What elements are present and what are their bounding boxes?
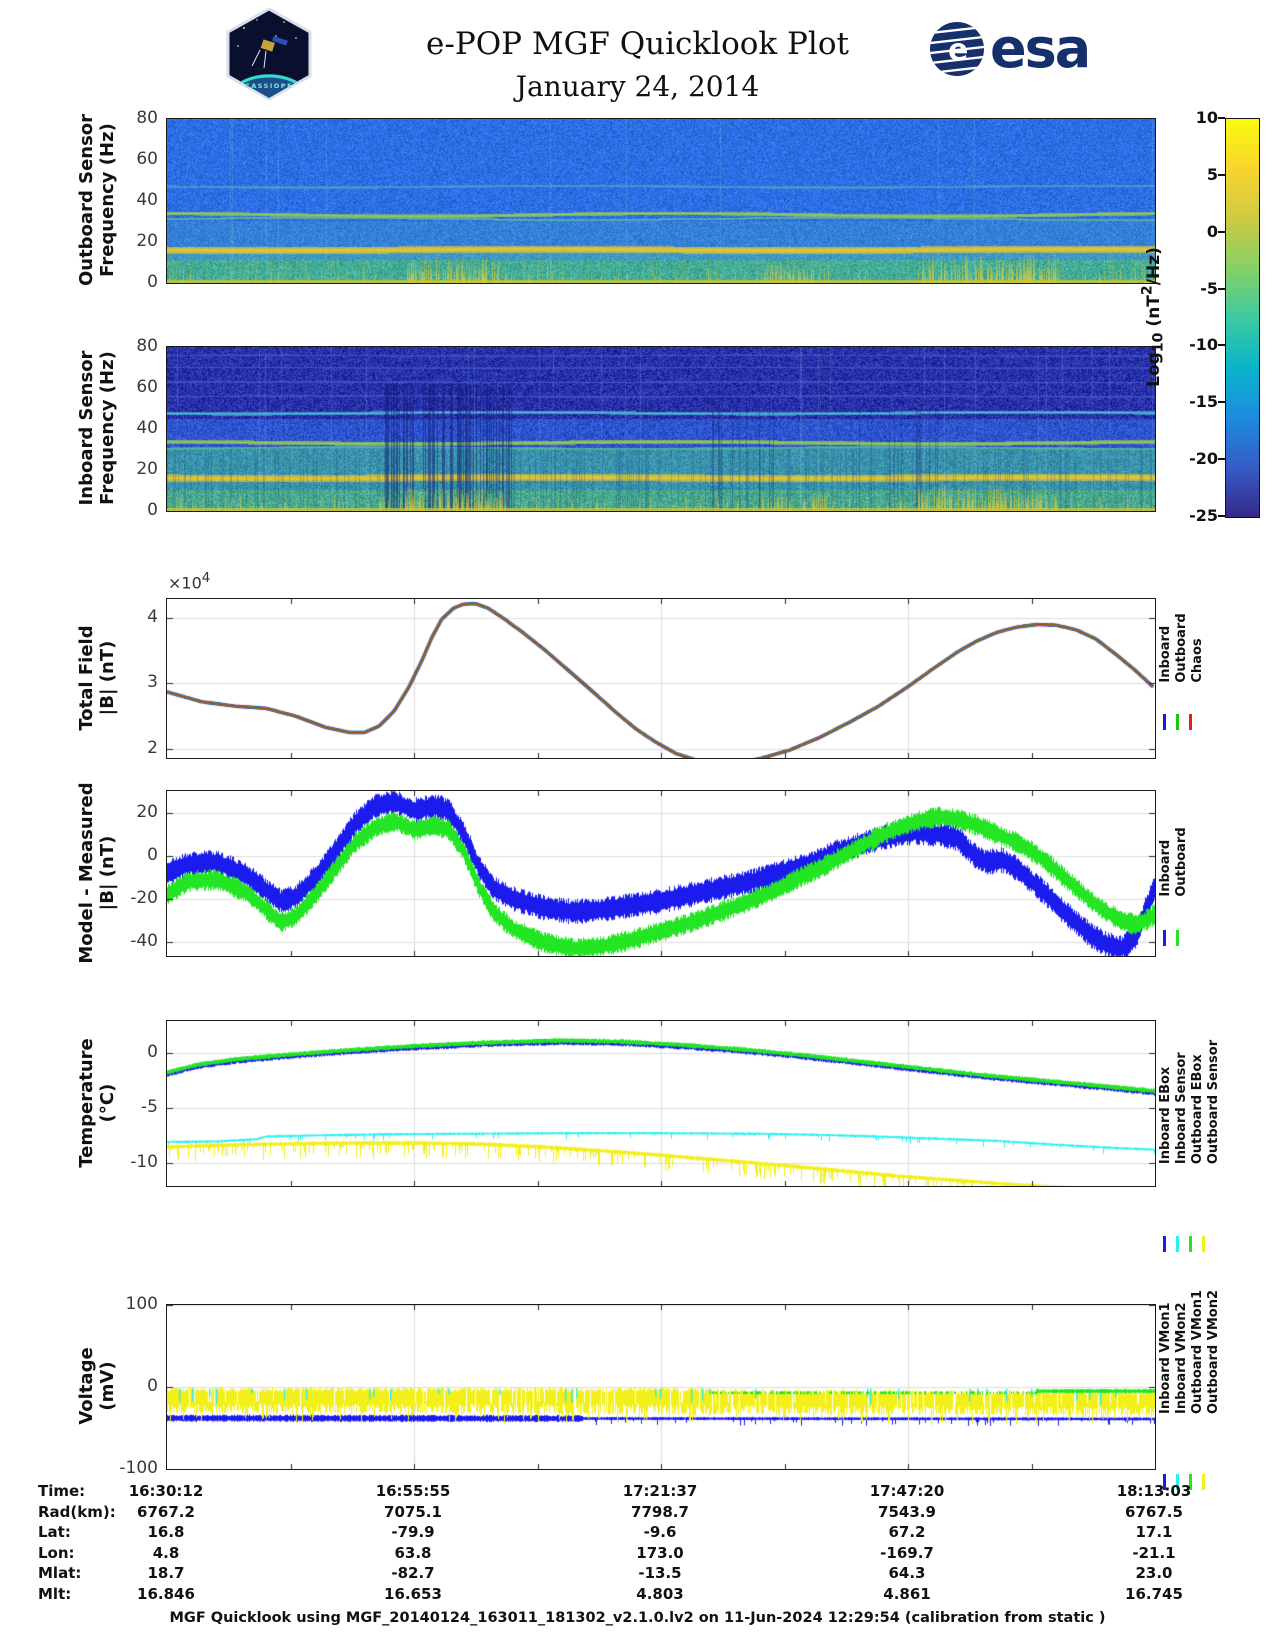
colorbar-tick-label: 5 [1206, 164, 1218, 184]
spectrogram-colorbar [1225, 118, 1260, 518]
ytick-label-model_minus_measured: -20 [130, 887, 158, 908]
colorbar-tick-mark [1218, 515, 1225, 517]
ytick-label-inboard_spectrogram: 60 [136, 377, 158, 397]
outboard-spectrogram-panel [166, 118, 1156, 284]
voltage-panel [166, 1304, 1156, 1470]
ytick-label-outboard_spectrogram: 0 [147, 272, 158, 292]
table-cell: 4.861 [883, 1585, 931, 1603]
legend-label: Outboard [1174, 613, 1189, 683]
total-field-ylabel: Total Field |B| (nT) [76, 624, 118, 731]
ytick-label-total_field: 2 [147, 737, 158, 758]
table-cell: 16.846 [137, 1585, 195, 1603]
total-field-panel [166, 598, 1156, 759]
page-date: January 24, 2014 [515, 70, 760, 103]
table-cell: 4.803 [636, 1585, 684, 1603]
table-cell: 7798.7 [631, 1502, 689, 1521]
table-cell: 6767.2 [137, 1502, 195, 1521]
inboard-spectrogram-canvas [167, 347, 1155, 511]
ytick-label-outboard_spectrogram: 60 [136, 149, 158, 169]
ytick-label-model_minus_measured: 0 [147, 844, 158, 865]
voltage-ylabel: Voltage (mV) [76, 1347, 118, 1425]
outboard-spectrogram-canvas [167, 119, 1155, 283]
legend-total_field [1158, 613, 1205, 682]
legend-temperature [1158, 1040, 1221, 1164]
legend-label: Inboard [1158, 625, 1173, 683]
ytick-label-temperature: -10 [130, 1151, 158, 1172]
ytick-label-total_field: 4 [147, 606, 158, 627]
legend-label: Chaos [1190, 638, 1205, 683]
table-cell: 17:21:37 [622, 1482, 698, 1500]
legend-label: Inboard EBox [1158, 1066, 1173, 1165]
table-row-label: Mlat: [38, 1564, 82, 1583]
legend-swatches-temperature [1163, 1236, 1205, 1252]
table-cell: 16:55:55 [375, 1482, 451, 1500]
legend-swatches-model_minus_measured [1163, 930, 1179, 946]
colorbar-tick-mark [1218, 401, 1225, 403]
temperature-canvas [167, 1021, 1155, 1186]
outboard-spectrogram-ylabel: Outboard Sensor Frequency (Hz) [76, 113, 118, 287]
colorbar-tick-mark [1218, 288, 1225, 290]
legend-swatch [1202, 1236, 1205, 1252]
colorbar-tick-label: 10 [1195, 108, 1218, 127]
legend-swatch [1189, 714, 1192, 730]
legend-voltage [1158, 1290, 1221, 1414]
legend-label: Outboard EBox [1190, 1054, 1205, 1165]
ytick-label-inboard_spectrogram: 20 [136, 459, 158, 479]
colorbar-tick-mark [1218, 174, 1225, 176]
colorbar-tick-label: -10 [1189, 335, 1218, 355]
table-cell: -79.9 [391, 1523, 435, 1542]
legend-swatch [1163, 714, 1166, 730]
ytick-label-voltage: 0 [147, 1376, 158, 1396]
colorbar-tick-label: -5 [1200, 278, 1218, 298]
legend-swatch [1163, 930, 1166, 946]
legend-label: Outboard VMon2 [1206, 1289, 1221, 1415]
legend-swatch [1176, 1236, 1179, 1252]
esa-logo-text: esa [990, 17, 1090, 80]
legend-label: Outboard VMon1 [1190, 1289, 1205, 1415]
total-field-canvas [167, 599, 1155, 758]
page-title: e-POP MGF Quicklook Plot [426, 26, 849, 62]
total-field-scale-label: $\times 10^4$ [168, 571, 211, 593]
table-cell: 16:30:12 [128, 1482, 204, 1500]
colorbar-tick-label: 0 [1206, 221, 1218, 241]
ytick-label-outboard_spectrogram: 80 [136, 108, 158, 128]
ytick-label-voltage: 100 [125, 1294, 158, 1314]
table-cell: 18.7 [147, 1564, 185, 1583]
esa-logo [928, 17, 1090, 80]
temperature-ylabel: Temperature (°C) [76, 1037, 118, 1168]
legend-swatch [1189, 1236, 1192, 1252]
ytick-label-temperature: -5 [141, 1096, 158, 1117]
ytick-label-inboard_spectrogram: 0 [147, 500, 158, 520]
table-row-label: Lat: [38, 1523, 71, 1542]
patch-mission-name: CASSIOPE [244, 82, 294, 90]
colorbar-tick-mark [1218, 458, 1225, 460]
ytick-label-outboard_spectrogram: 40 [136, 190, 158, 210]
ytick-label-voltage: -100 [119, 1458, 158, 1478]
ytick-label-temperature: 0 [147, 1041, 158, 1062]
legend-label: Inboard VMon2 [1174, 1302, 1189, 1415]
table-cell: 63.8 [394, 1543, 432, 1562]
table-cell: -13.5 [638, 1564, 682, 1583]
legend-swatch [1163, 1236, 1166, 1252]
table-cell: 6767.5 [1125, 1502, 1183, 1521]
ytick-label-model_minus_measured: -40 [130, 930, 158, 951]
table-row-label: Rad(km): [38, 1502, 116, 1521]
voltage-canvas [167, 1305, 1155, 1469]
ytick-label-inboard_spectrogram: 40 [136, 418, 158, 438]
colorbar-tick-label: -20 [1189, 449, 1218, 469]
table-cell: 18:13:03 [1116, 1482, 1192, 1500]
table-cell: 16.653 [384, 1585, 442, 1603]
colorbar-label: Log$_{10}$ $(nT^2/Hz)$ [1139, 247, 1167, 387]
legend-model_minus_measured [1158, 827, 1189, 896]
legend-swatch [1176, 930, 1179, 946]
legend-label: Inboard [1158, 839, 1173, 897]
esa-globe-letter: e [948, 33, 969, 68]
table-cell: -9.6 [643, 1523, 677, 1542]
legend-label: Inboard Sensor [1174, 1052, 1189, 1165]
legend-swatch [1176, 714, 1179, 730]
table-cell: 4.8 [152, 1543, 180, 1562]
legend-label: Outboard Sensor [1206, 1039, 1221, 1165]
colorbar-tick-mark [1218, 231, 1225, 233]
inboard-spectrogram-ylabel: Inboard Sensor Frequency (Hz) [76, 350, 118, 506]
table-cell: -82.7 [391, 1564, 435, 1583]
inboard-spectrogram-panel [166, 346, 1156, 512]
colorbar-tick-label: -15 [1189, 392, 1218, 412]
table-cell: 67.2 [888, 1523, 926, 1542]
colorbar-tick-mark [1218, 344, 1225, 346]
legend-label: Inboard VMon1 [1158, 1302, 1173, 1415]
model-minus-measured-panel [166, 790, 1156, 957]
ytick-label-inboard_spectrogram: 80 [136, 336, 158, 356]
temperature-panel [166, 1020, 1156, 1187]
table-cell: 23.0 [1135, 1564, 1173, 1583]
table-cell: 17:47:20 [869, 1482, 945, 1500]
footer-provenance-text: MGF Quicklook using MGF_20140124_163011_181302_v2.1.0.lv2 on 11-Jun-2024 12:29:54 (calibration from static ) [169, 1610, 1106, 1626]
table-cell: 16.745 [1125, 1585, 1183, 1603]
legend-label: Outboard [1174, 827, 1189, 897]
colorbar-tick-label: -25 [1189, 506, 1218, 525]
ytick-label-model_minus_measured: 20 [136, 801, 158, 822]
table-row-label: Lon: [38, 1543, 75, 1562]
table-cell: 173.0 [636, 1543, 684, 1562]
table-cell: 16.8 [147, 1523, 185, 1542]
legend-swatches-total_field [1163, 714, 1192, 730]
table-cell: 7543.9 [878, 1502, 936, 1521]
model-minus-measured-canvas [167, 791, 1155, 956]
table-cell: -21.1 [1132, 1543, 1176, 1562]
model-minus-measured-ylabel: Model - Measured |B| (nT) [76, 781, 118, 964]
table-row-label: Mlt: [38, 1585, 72, 1603]
esa-globe-icon [928, 20, 986, 78]
ytick-label-outboard_spectrogram: 20 [136, 231, 158, 251]
colorbar-tick-mark [1218, 117, 1225, 119]
table-cell: -169.7 [880, 1543, 934, 1562]
table-cell: 64.3 [888, 1564, 926, 1583]
table-cell: 17.1 [1135, 1523, 1173, 1542]
table-row-label: Time: [38, 1482, 86, 1500]
ytick-label-total_field: 3 [147, 672, 158, 693]
table-cell: 7075.1 [384, 1502, 442, 1521]
